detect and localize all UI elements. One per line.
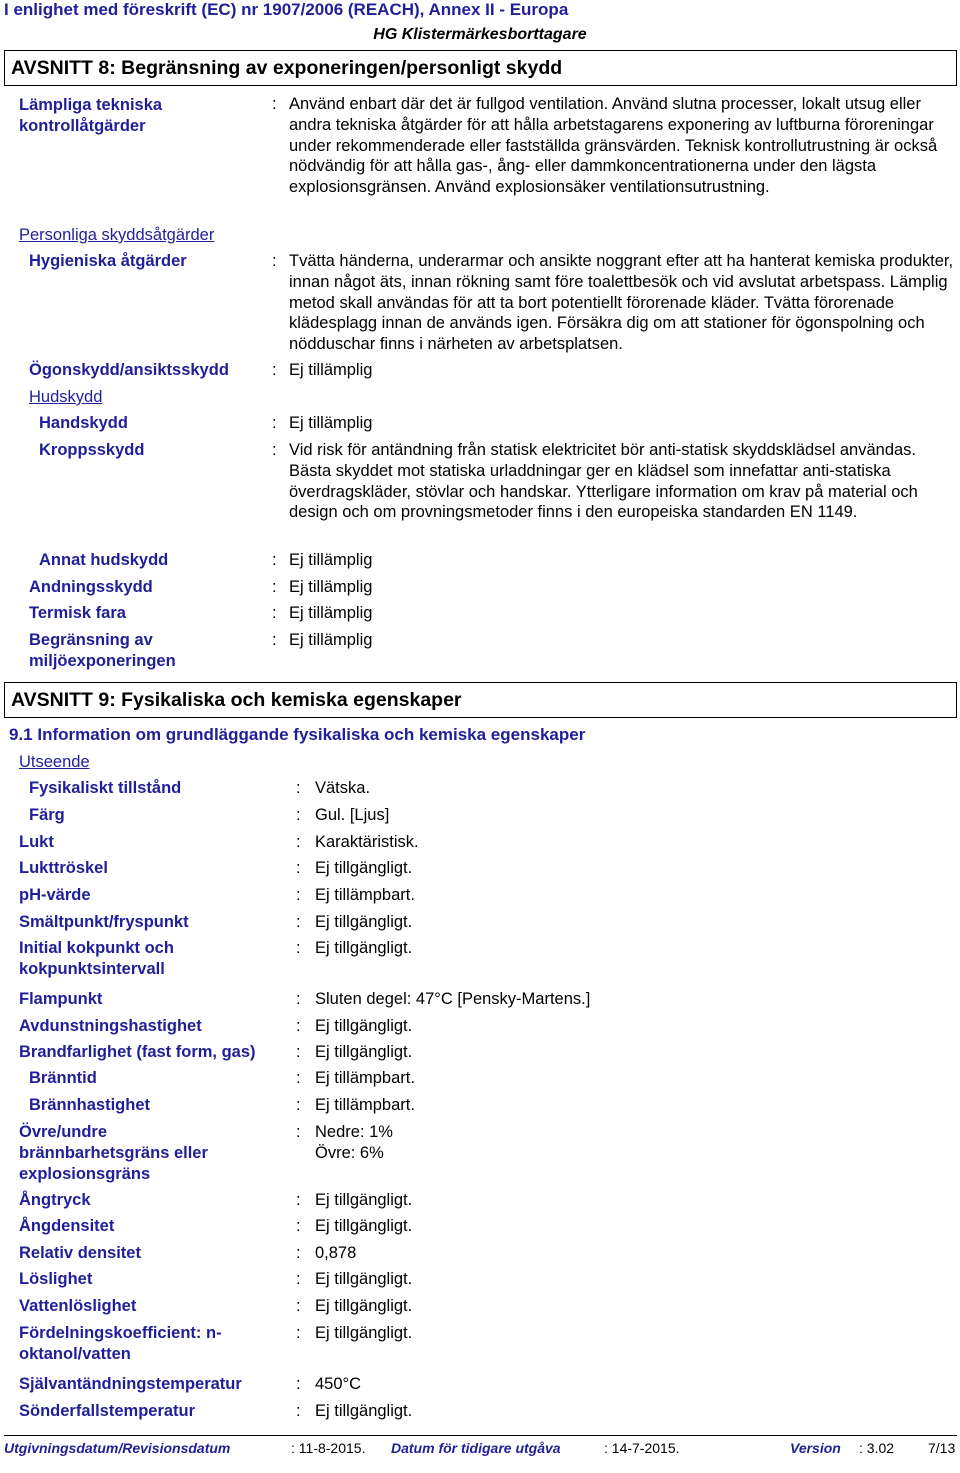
regulation-header: I enlighet med föreskrift (EC) nr 1907/2006 (REACH), Annex II - Europa (4, 0, 569, 19)
respiratory-value: Ej tillämplig (289, 578, 373, 596)
colon: : (296, 1123, 301, 1141)
property-value: Ej tillgängligt. (315, 1270, 413, 1288)
revision-label: Utgivningsdatum/Revisionsdatum (4, 1440, 231, 1456)
property-label: Fördelningskoefficient: n-oktanol/vatten (19, 1324, 222, 1363)
property-value: Ej tillgängligt. (315, 939, 413, 957)
property-value: Ej tillgängligt. (315, 913, 413, 931)
property-value: Ej tillämpbart. (315, 886, 415, 904)
property-value: Ej tillgängligt. (315, 1043, 413, 1061)
property-label: pH-värde (19, 886, 91, 904)
colon: : (272, 551, 277, 569)
property-label: Självantändningstemperatur (19, 1375, 242, 1393)
property-label: Vattenlöslighet (19, 1297, 137, 1315)
property-value: Ej tillgängligt. (315, 1324, 413, 1342)
property-label: Övre/undre brännbarhetsgräns eller explosionsgräns (19, 1123, 208, 1183)
body-protection-value: Vid risk för antändning från statisk elektricitet bör anti-statisk skyddsklädsel användas. Bästa skyddet mot statiska urladdningar ger en klädsel som innefattar anti-statiska överdragskläder, stövlar och handskar. Ytterligare information om krav på material och design och om provningsmetoder finns i den europeiska standarden EN 1149. (289, 441, 918, 522)
property-value: Ej tillgängligt. (315, 1402, 413, 1420)
section-9-title: AVSNITT 9: Fysikaliska och kemiska egenskaper (4, 682, 957, 718)
property-value: Ej tillgängligt. (315, 1297, 413, 1315)
colon: : (296, 1017, 301, 1035)
property-value: 0,878 (315, 1244, 357, 1262)
property-label: Brännhastighet (29, 1096, 151, 1114)
thermal-value: Ej tillämplig (289, 604, 373, 622)
hand-protection-label: Handskydd (39, 414, 128, 432)
colon: : (272, 604, 277, 622)
colon: : (296, 939, 301, 957)
colon: : (296, 913, 301, 931)
previous-edition-value: : 14-7-2015. (604, 1440, 680, 1456)
colon: : (296, 1096, 301, 1114)
colon: : (296, 1191, 301, 1209)
hygiene-value: Tvätta händerna, underarmar och ansikte noggrant efter att ha hanterat kemiska produkter, innan något äts, innan rökning samt före toalettbesök och vid avslutat arbetspass. Lämplig metod skall användas för att ta bort potentiellt förorenade kläder. Tvätta förorenade klädesplagg innan de används igen. Försäkra dig om att stationer för ögonspolning och nödduschar finns i närheten av arbetsplatsen. (289, 252, 954, 354)
property-value: Ej tillgängligt. (315, 859, 413, 877)
colon: : (296, 1069, 301, 1087)
colon: : (296, 1402, 301, 1420)
colon: : (272, 441, 277, 459)
eye-protection-value: Ej tillämplig (289, 361, 373, 379)
section-8-title: AVSNITT 8: Begränsning av exponeringen/personligt skydd (4, 50, 957, 86)
colon: : (272, 631, 277, 649)
colon: : (272, 252, 277, 270)
property-label: Bränntid (29, 1069, 97, 1087)
colon: : (272, 414, 277, 432)
skin-protection-label: Hudskydd (29, 388, 103, 406)
colon: : (296, 1244, 301, 1262)
property-label: Brandfarlighet (fast form, gas) (19, 1043, 256, 1061)
property-label: Lukt (19, 833, 54, 851)
colon: : (296, 1297, 301, 1315)
footer (4, 1435, 957, 1462)
page-number: 7/13 (928, 1440, 956, 1456)
property-value: Gul. [Ljus] (315, 806, 390, 824)
property-label: Ångdensitet (19, 1217, 115, 1235)
environmental-label: Begränsning av miljöexponeringen (29, 631, 176, 670)
property-value: Ej tillgängligt. (315, 1217, 413, 1235)
colon: : (296, 1270, 301, 1288)
property-value: Vätska. (315, 779, 371, 797)
revision-value: : 11-8-2015. (291, 1440, 366, 1456)
colon: : (296, 1375, 301, 1393)
version-label: Version (790, 1440, 841, 1456)
environmental-value: Ej tillämplig (289, 631, 373, 649)
property-label: Ångtryck (19, 1191, 91, 1209)
previous-edition-label: Datum för tidigare utgåva (391, 1440, 561, 1456)
property-label: Initial kokpunkt och kokpunktsintervall (19, 939, 174, 978)
colon: : (272, 95, 277, 113)
property-value: Ej tillämpbart. (315, 1069, 415, 1087)
property-label: Lukttröskel (19, 859, 108, 877)
property-value: Ej tillgängligt. (315, 1017, 413, 1035)
property-value: 450°C (315, 1375, 362, 1393)
colon: : (272, 361, 277, 379)
hand-protection-value: Ej tillämplig (289, 414, 373, 432)
appearance-label: Utseende (19, 753, 90, 771)
property-label: Fysikaliskt tillstånd (29, 779, 182, 797)
property-value: Nedre: 1% (315, 1123, 393, 1141)
colon: : (296, 806, 301, 824)
body-protection-label: Kroppsskydd (39, 441, 145, 459)
property-label: Färg (29, 806, 65, 824)
property-label: Flampunkt (19, 990, 103, 1008)
other-skin-label: Annat hudskydd (39, 551, 169, 569)
property-value-secondary: Övre: 6% (315, 1144, 384, 1162)
property-value: Karaktäristisk. (315, 833, 419, 851)
property-value: Sluten degel: 47°C [Pensky-Martens.] (315, 990, 591, 1008)
colon: : (296, 779, 301, 797)
section-9-1-title: 9.1 Information om grundläggande fysikaliska och kemiska egenskaper (9, 725, 586, 744)
colon: : (296, 1043, 301, 1061)
personal-protection-label: Personliga skyddsåtgärder (19, 226, 215, 244)
property-label: Relativ densitet (19, 1244, 141, 1262)
hygiene-label: Hygieniska åtgärder (29, 252, 187, 270)
technical-controls-value: Använd enbart där det är fullgod ventilation. Använd slutna processer, lokalt utsug eller andra tekniska åtgärder för att hålla arbetstagarens exponering av luftburna föroreningar under rekommenderade eller fastställda gränsvärden. Teknisk kontrollutrustning är också nödvändig för att hålla gas-, ång- eller dammkoncentrationerna under den lägsta explosionsgränsen. Använd explosionsäker ventilationsutrustning. (289, 95, 938, 197)
other-skin-value: Ej tillämplig (289, 551, 373, 569)
property-label: Sönderfallstemperatur (19, 1402, 196, 1420)
colon: : (272, 578, 277, 596)
thermal-label: Termisk fara (29, 604, 126, 622)
eye-protection-label: Ögonskydd/ansiktsskydd (29, 361, 229, 379)
technical-controls-label: Lämpliga tekniska kontrollåtgärder (19, 96, 163, 135)
property-value: Ej tillgängligt. (315, 1191, 413, 1209)
property-label: Löslighet (19, 1270, 93, 1288)
version-value: : 3.02 (859, 1440, 895, 1456)
colon: : (296, 1324, 301, 1342)
respiratory-label: Andningsskydd (29, 578, 153, 596)
colon: : (296, 886, 301, 904)
property-label: Avdunstningshastighet (19, 1017, 202, 1035)
colon: : (296, 859, 301, 877)
property-label: Smältpunkt/fryspunkt (19, 913, 189, 931)
colon: : (296, 833, 301, 851)
property-value: Ej tillämpbart. (315, 1096, 415, 1114)
colon: : (296, 1217, 301, 1235)
colon: : (296, 990, 301, 1008)
product-title: HG Klistermärkesborttagare (373, 26, 587, 43)
